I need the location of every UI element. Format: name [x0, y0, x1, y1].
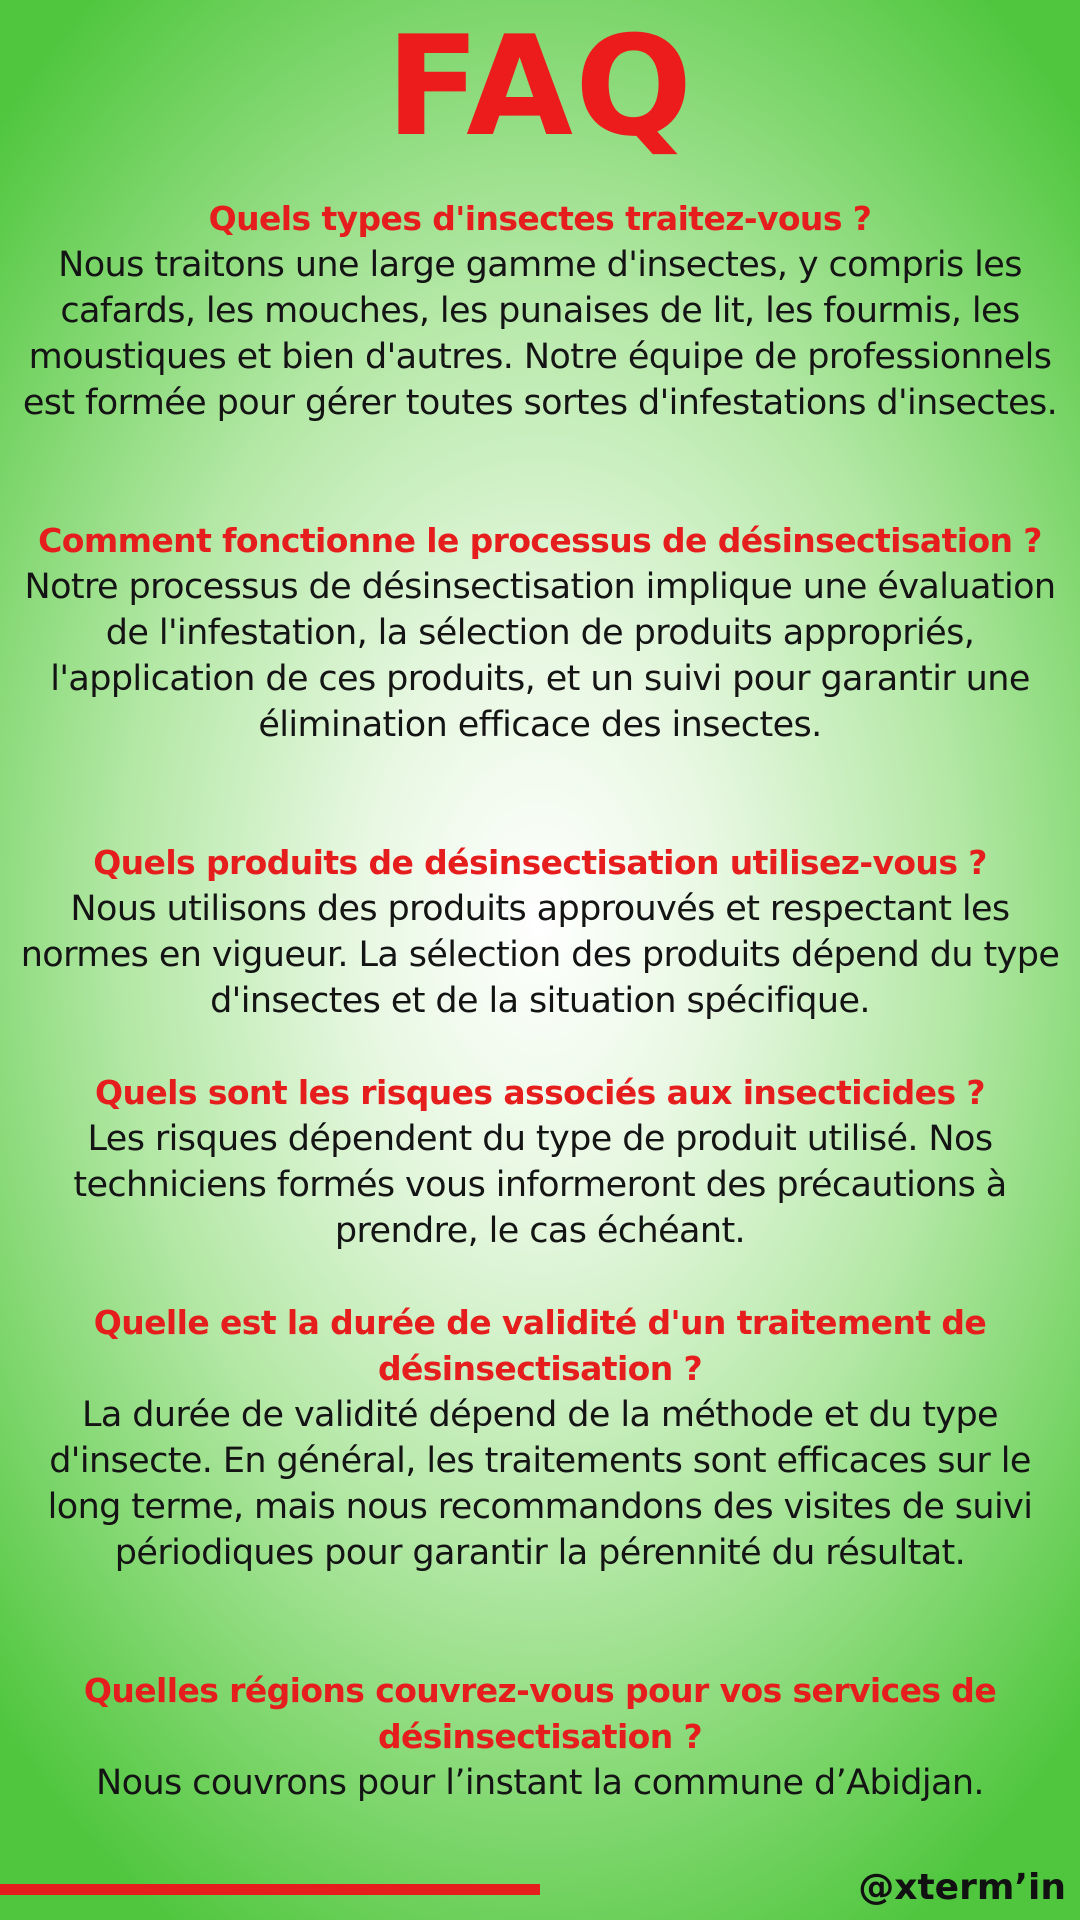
faq-item — [14, 1070, 1066, 1254]
faq-item — [14, 518, 1066, 748]
faq-item — [14, 1300, 1066, 1576]
faq-answer: Nous utilisons des produits approuvés et respectant les normes en vigueur. La sélection des produits dépend du type d'insectes et de la situation spécifique. — [20, 889, 1060, 1021]
faq-question: Quels sont les risques associés aux insecticides ? — [95, 1073, 985, 1112]
faq-answer: Nous traitons une large gamme d'insectes, y compris les cafards, les mouches, les punaises de lit, les fourmis, les moustiques et bien d'autres. Notre équipe de professionnels est formée pour gérer toutes sortes d'infestations d'insectes. — [22, 245, 1058, 423]
faq-answer: Nous couvrons pour l’instant la commune d’Abidjan. — [96, 1763, 984, 1803]
faq-item — [14, 196, 1066, 426]
page-title: FAQ — [385, 6, 695, 167]
faq-question: Quelles régions couvrez-vous pour vos services de désinsectisation ? — [83, 1671, 997, 1756]
faq-question: Quels types d'insectes traitez-vous ? — [208, 199, 872, 238]
faq-item — [14, 840, 1066, 1024]
faq-question: Quels produits de désinsectisation utilisez-vous ? — [93, 843, 987, 882]
faq-answer: Les risques dépendent du type de produit utilisé. Nos techniciens formés vous informeront des précautions à prendre, le cas échéant. — [73, 1119, 1007, 1251]
faq-question: Comment fonctionne le processus de désinsectisation ? — [38, 521, 1042, 560]
faq-item — [14, 1668, 1066, 1806]
faq-question: Quelle est la durée de validité d'un traitement de désinsectisation ? — [93, 1303, 987, 1388]
faq-answer: Notre processus de désinsectisation implique une évaluation de l'infestation, la sélection de produits appropriés, l'application de ces produits, et un suivi pour garantir une élimination efficace des insectes. — [24, 567, 1056, 745]
footer-accent-bar — [0, 1884, 540, 1895]
faq-answer: La durée de validité dépend de la méthode et du type d'insecte. En général, les traitements sont efficaces sur le long terme, mais nous recommandons des visites de suivi périodiques pour garantir la pérennité du résultat. — [47, 1395, 1033, 1573]
social-handle: @xterm’in — [858, 1867, 1066, 1908]
